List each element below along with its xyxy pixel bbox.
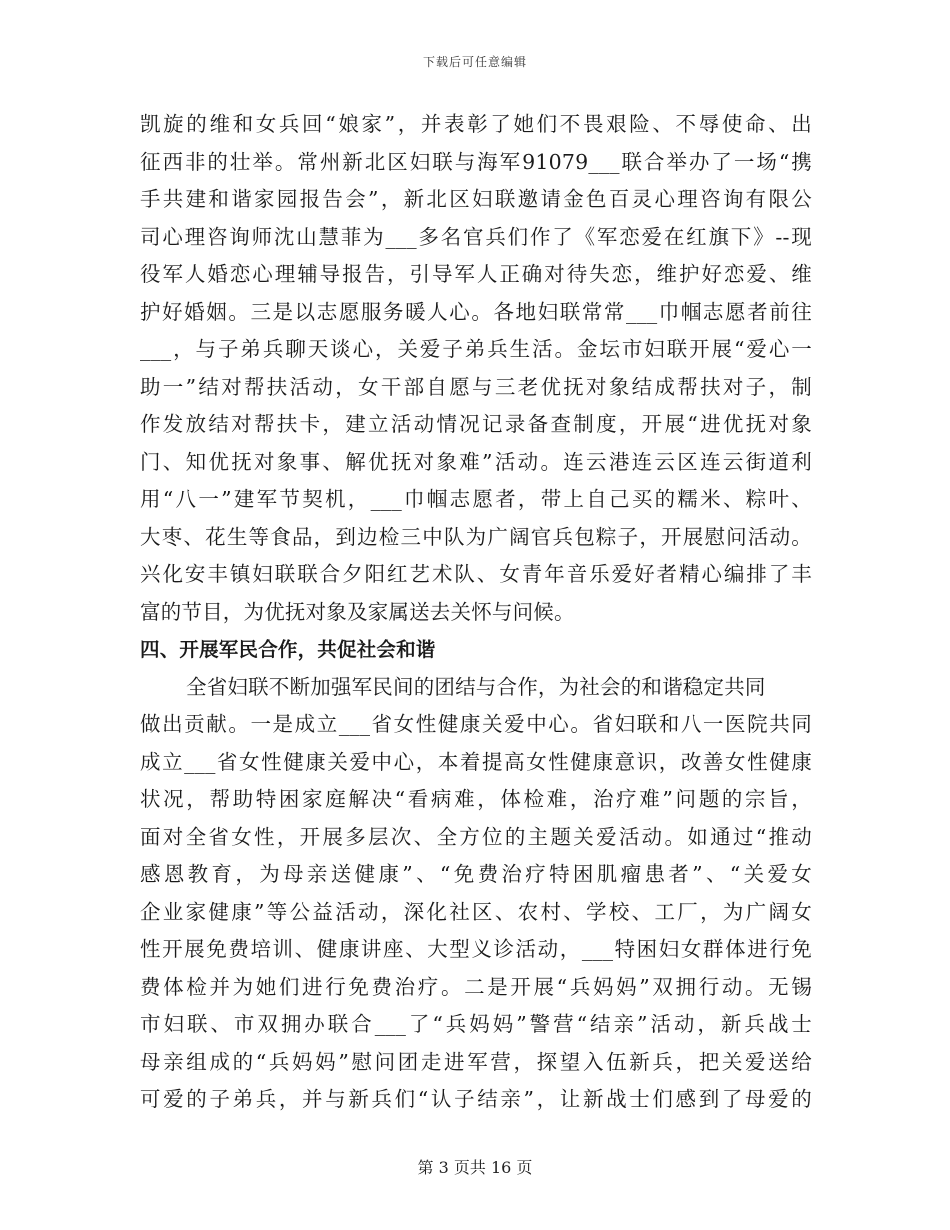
text-line: 感恩教育，为母亲送健康”、“免费治疗特困肌瘤患者”、“关爱女: [140, 862, 812, 886]
text-line: 可爱的子弟兵，并与新兵们“认子结亲”，让新战士们感到了母爱的: [140, 1087, 812, 1111]
document-body: [140, 106, 812, 1119]
text-line: 全省妇联不断加强军民间的团结与合作，为社会的和谐稳定共同: [186, 674, 766, 699]
text-line: 门、知优抚对象事、解优抚对象难”活动。连云港连云区连云街道利: [140, 449, 812, 474]
text-line: 司心理咨询师沈山慧菲为___多名官兵们作了《军恋爱在红旗下》--现: [140, 224, 812, 249]
page-number: 第 3 页共 16 页: [417, 1158, 533, 1177]
text-line: 做出贡献。一是成立___省女性健康关爱中心。省妇联和八一医院共同: [140, 712, 812, 736]
text-line: 护好婚姻。三是以志愿服务暖人心。各地妇联常常___巾帼志愿者前往: [140, 299, 812, 324]
text-line: 面对全省女性，开展多层次、全方位的主题关爱活动。如通过“推动: [140, 824, 812, 849]
text-line: 性开展免费培训、健康讲座、大型义诊活动，___特困妇女群体进行免: [140, 937, 812, 961]
text-line: 兴化安丰镇妇联联合夕阳红艺术队、女青年音乐爱好者精心编排了丰: [140, 562, 812, 586]
text-line: 用“八一”建军节契机，___巾帼志愿者，带上自己买的糯米、粽叶、: [140, 487, 812, 511]
text-line: 作发放结对帮扶卡，建立活动情况记录备查制度，开展“进优抚对象: [140, 412, 812, 436]
text-line: ___，与子弟兵聊天谈心，关爱子弟兵生活。金坛市妇联开展“爱心一: [140, 337, 812, 361]
text-line: 市妇联、市双拥办联合___了“兵妈妈”警营“结亲”活动，新兵战士: [140, 1012, 812, 1036]
text-line: 大枣、花生等食品，到边检三中队为广阔官兵包粽子，开展慰问活动。: [140, 524, 812, 549]
text-line: 役军人婚恋心理辅导报告，引导军人正确对待失恋，维护好恋爱、维: [140, 262, 812, 286]
text-line: 手共建和谐家园报告会”，新北区妇联邀请金色百灵心理咨询有限公: [140, 187, 812, 211]
text-line: 状况，帮助特困家庭解决“看病难，体检难，治疗难”问题的宗旨，: [140, 787, 812, 811]
text-line: 征西非的壮举。常州新北区妇联与海军91079___联合举办了一场“携: [140, 149, 812, 174]
text-line: 费体检并为她们进行免费治疗。二是开展“兵妈妈”双拥行动。无锡: [140, 974, 812, 999]
text-line: 富的节目，为优抚对象及家属送去关怀与问候。: [140, 599, 575, 624]
text-line: 成立___省女性健康关爱中心，本着提高女性健康意识，改善女性健康: [140, 749, 812, 774]
text-line: 助一”结对帮扶活动，女干部自愿与三老优抚对象结成帮扶对子，制: [140, 374, 812, 399]
section-heading: 四、开展军民合作，共促社会和谐: [140, 638, 436, 661]
text-line: 凯旋的维和女兵回“娘家”，并表彰了她们不畏艰险、不辱使命、出: [140, 112, 812, 136]
text-line: 母亲组成的“兵妈妈”慰问团走进军营，探望入伍新兵，把关爱送给: [140, 1049, 812, 1074]
text-line: 企业家健康”等公益活动，深化社区、农村、学校、工厂，为广阔女: [140, 899, 812, 924]
page-header: 下载后可任意编辑: [422, 55, 527, 69]
